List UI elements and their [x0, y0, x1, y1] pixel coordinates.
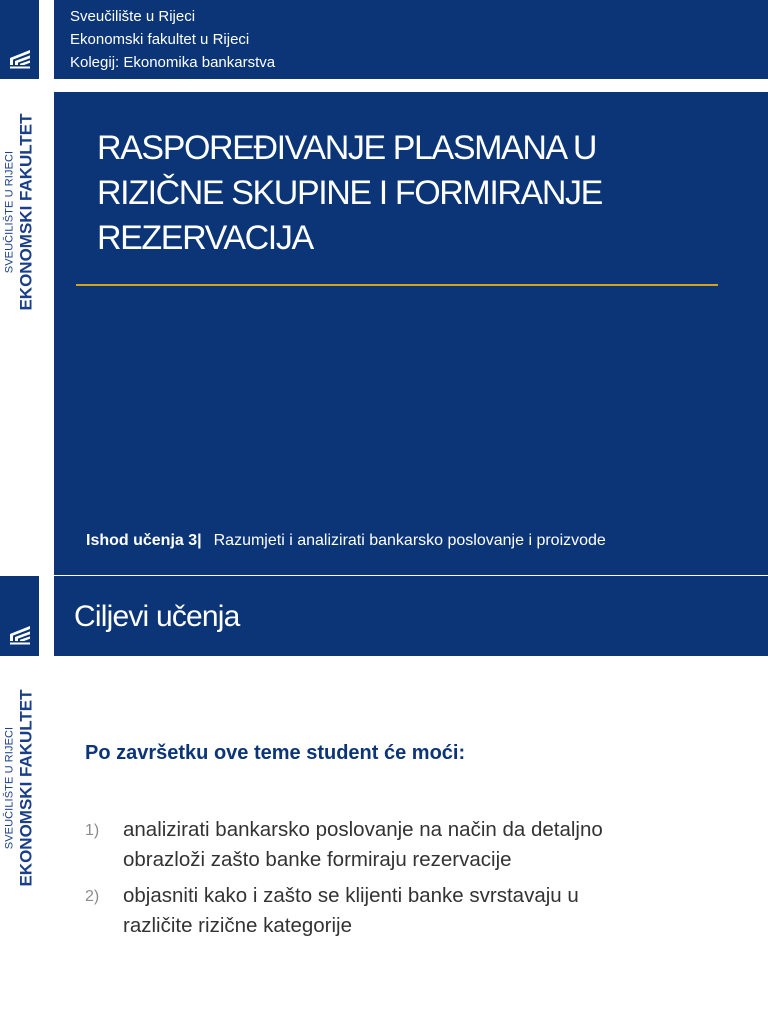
header-university: Sveučilište u Rijeci — [70, 8, 196, 25]
learning-outcome-label: Ishod učenja 3| — [86, 532, 202, 549]
slide2-logo-box — [0, 576, 39, 656]
faculty-logo-icon — [7, 45, 33, 71]
learning-outcome — [86, 532, 606, 550]
list-item-line: različite rizične kategorije — [123, 914, 353, 937]
faculty-vertical-label: EKONOMSKI FAKULTET — [17, 689, 37, 887]
title-line: REZERVACIJA — [97, 219, 313, 257]
header-course: Kolegij: Ekonomika bankarstva — [70, 54, 276, 71]
list-item — [85, 815, 675, 875]
objectives-list — [85, 815, 675, 947]
slide1-header — [54, 0, 768, 79]
faculty-logo-icon — [7, 621, 33, 647]
list-item-line: objasniti kako i zašto se klijenti banke svrstavaju u — [123, 884, 579, 907]
slide1-title — [97, 126, 697, 261]
header-faculty: Ekonomski fakultet u Rijeci — [70, 31, 250, 48]
slide2-title: Ciljevi učenja — [74, 600, 240, 633]
faculty-vertical-label: EKONOMSKI FAKULTET — [17, 113, 37, 311]
learning-outcome-text: Razumjeti i analizirati bankarsko poslovanje i proizvode — [213, 532, 606, 549]
title-divider — [76, 284, 718, 286]
list-item-number: 1) — [85, 822, 100, 839]
title-line: RASPOREĐIVANJE PLASMANA U — [97, 129, 597, 167]
slide1-vertical-faculty-text — [2, 92, 38, 332]
slide1-logo-box — [0, 0, 39, 79]
slide2-vertical-faculty-text — [2, 668, 38, 908]
objectives-intro: Po završetku ove teme student će moći: — [85, 742, 466, 764]
slide1-title-panel — [54, 92, 768, 575]
list-item-number: 2) — [85, 888, 100, 905]
title-line: RIZIČNE SKUPINE I FORMIRANJE — [97, 174, 602, 212]
list-item-line: obrazloži zašto banke formiraju rezervacije — [123, 848, 512, 871]
list-item-line: analizirati bankarsko poslovanje na način da detaljno — [123, 818, 603, 841]
slide2-header — [54, 576, 768, 656]
university-vertical-label: SVEUČILIŠTE U RIJECI — [4, 150, 17, 274]
university-vertical-label: SVEUČILIŠTE U RIJECI — [4, 726, 17, 850]
list-item — [85, 881, 675, 941]
